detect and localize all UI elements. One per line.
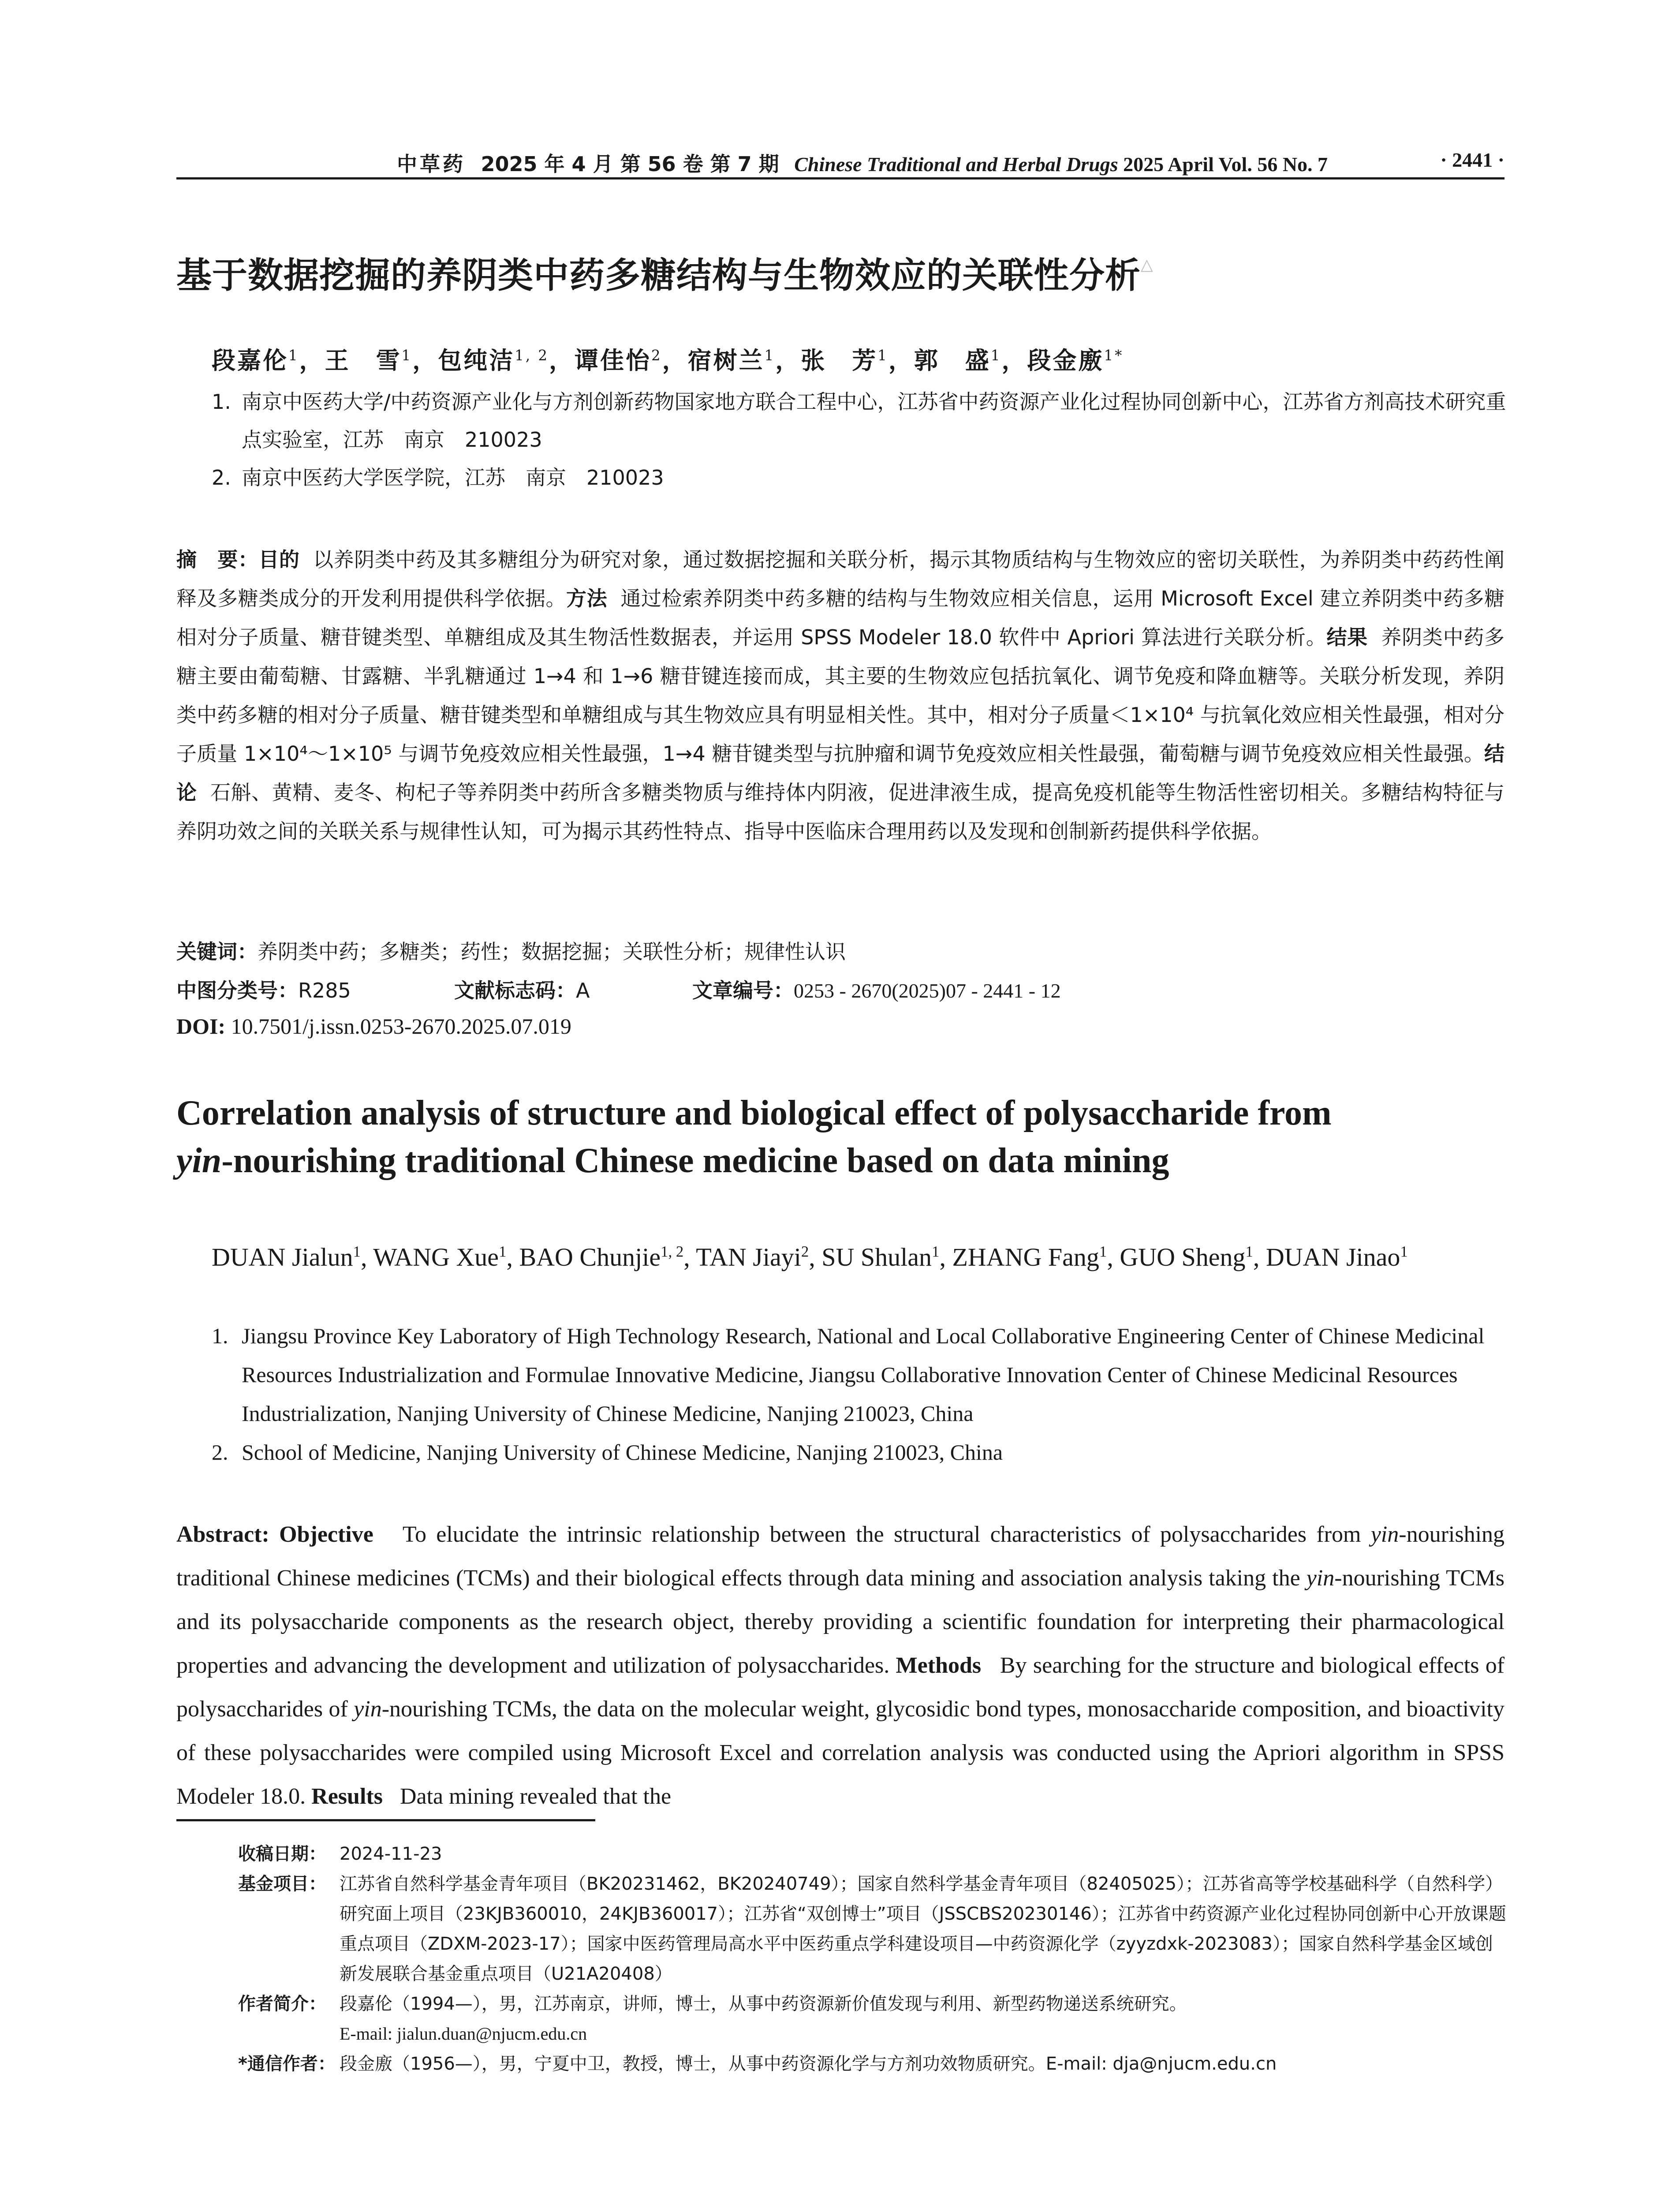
objective-en-label: Objective bbox=[279, 1522, 373, 1547]
author-affiliation-mark: 1 bbox=[990, 347, 1002, 364]
author-affiliation-mark: 1 bbox=[353, 1243, 361, 1260]
abstract-cn-label: 摘 要： bbox=[176, 548, 259, 572]
affiliation-cn-2: 2. 南京中医药大学医学院，江苏 南京 210023 bbox=[212, 466, 664, 490]
doc-code-value: A bbox=[576, 979, 590, 1002]
footnote-author-bio: 作者简介： 段嘉伦（1994—），男，江苏南京，讲师，博士，从事中药资源新价值发现与利用、新型药物递送系统研究。 E-mail: jialun.duan@njucm.edu.cn bbox=[238, 1994, 1187, 2044]
author-name: 王 雪 bbox=[325, 346, 402, 374]
clc-label: 中图分类号： bbox=[176, 979, 298, 1002]
title-en: Correlation analysis of structure and biological effect of polysaccharide from yin-nourishing traditional Chinese medicine based on data mining bbox=[176, 1094, 1332, 1180]
affiliation-cn-1: 1. 南京中医药大学/中药资源产业化与方剂创新药物国家地方联合工程中心，江苏省中药资源产业化过程协同创新中心，江苏省方剂高技术研究重点实验室，江苏 南京 210023 bbox=[212, 390, 1506, 452]
keywords-cn-text: 养阴类中药；多糖类；药性；数据挖掘；关联性分析；规律性认识 bbox=[258, 940, 846, 964]
author-affiliation-mark: 1 bbox=[932, 1243, 940, 1260]
results-cn-label: 结果 bbox=[1326, 625, 1368, 649]
methods-en-label: Methods bbox=[896, 1653, 982, 1678]
keywords-cn-label: 关键词： bbox=[176, 940, 258, 964]
objective-cn: 以养阴类中药及其多糖组分为研究对象，通过数据挖掘和关联分析，揭示其物质结构与生物效应的密切关联性，为养阴类中药药性阐释及多糖类成分的开发利用提供科学依据。 bbox=[176, 548, 1505, 610]
author bbox=[212, 1243, 361, 1271]
issue-en: 2025 April Vol. 56 No. 7 bbox=[1123, 153, 1328, 176]
author-name: DUAN Jinao bbox=[1266, 1243, 1400, 1272]
title-cn-text: 基于数据挖掘的养阴类中药多糖结构与生物效应的关联性分析 bbox=[176, 255, 1141, 296]
author-affiliation-mark: 2 bbox=[801, 1243, 809, 1260]
conclusion-cn: 石斛、黄精、麦冬、枸杞子等养阴类中药所含多糖类物质与维持体内阴液，促进津液生成，提高免疫机能等生物活性密切相关。多糖结构特征与养阴功效之间的关联关系与规律性认知，可为揭示其药性特点、指导中医临床合理用药以及发现和创制新药提供科学依据。 bbox=[176, 781, 1505, 843]
author-name: 郭 盛 bbox=[914, 346, 991, 374]
author bbox=[821, 1243, 939, 1271]
abstract-en: Abstract: Objective To elucidate the intrinsic relationship between the structural characteristics of polysaccharides from yin-nourishing traditional Chinese medicines (TCMs) and their biological effects through data mining and association analysis taking the yin-nourishing TCMs and its polysaccharide components as the research object, thereby providing a scientific foundation for interpreting their pharmacological properties and advancing the development and utilization of polysaccharides. Methods By searching for the structure and biological effects of polysaccharides of yin-nourishing TCMs, the data on the molecular weight, glycosidic bond types, monosaccharide composition, and bioactivity of these polysaccharides were compiled using Microsoft Excel and correlation analysis was conducted using the Apriori algorithm in SPSS Modeler 18.0. Results Data mining revealed that the bbox=[176, 1522, 1505, 1809]
author bbox=[1266, 1243, 1408, 1271]
author-affiliation-mark: 1 bbox=[1245, 1243, 1253, 1260]
abstract-cn bbox=[176, 540, 1505, 851]
author-affiliation-mark: 1 bbox=[1400, 1243, 1408, 1260]
affiliation-en-1: 1. Jiangsu Province Key Laboratory of High Technology Research, National and Local Collaborative Engineering Center of Chinese Medicinal Resources Industrialization and Formulae Innovative Medicine, Jiangsu Collaborative Innovation Center of Chinese Medicinal Resources Industrialization, Nanjing University of Chinese Medicine, Nanjing 210023, China bbox=[212, 1323, 1485, 1426]
conclusion-cn-label: 结论 bbox=[176, 742, 1505, 804]
author-name: 段金廒 bbox=[1027, 346, 1104, 374]
author-name: 段嘉伦 bbox=[212, 346, 288, 374]
doi-link[interactable]: 10.7501/j.issn.0253-2670.2025.07.019 bbox=[231, 1014, 571, 1039]
author-name: SU Shulan bbox=[821, 1243, 932, 1272]
author bbox=[575, 346, 662, 374]
journal-name-cn: 中草药 bbox=[397, 152, 466, 176]
author bbox=[914, 346, 1002, 374]
abstract-en-label: Abstract: bbox=[176, 1522, 269, 1547]
author-affiliation-mark: 1* bbox=[1104, 347, 1124, 364]
header-rule bbox=[176, 177, 1505, 179]
author bbox=[801, 346, 889, 374]
results-cn: 养阴类中药多糖主要由葡萄糖、甘露糖、半乳糖通过 1→4 和 1→6 糖苷键连接而成，其主要的生物效应包括抗氧化、调节免疫和降血糖等。关联分析发现，养阴类中药多糖的相对分子质量、糖苷键类型和单糖组成与其生物效应具有明显相关性。其中，相对分子质量＜1×10⁴ 与抗氧化效应相关性最强，相对分子质量 1×10⁴～1×10⁵ 与调节免疫效应相关性最强，1→4 糖苷键类型与抗肿瘤和调节免疫效应相关性最强，葡萄糖与调节免疫效应相关性最强。 bbox=[176, 625, 1505, 766]
article-no-value: 0253 - 2670(2025)07 - 2441 - 12 bbox=[794, 979, 1061, 1002]
author-affiliation-mark: 1, 2 bbox=[661, 1243, 684, 1260]
author-name: 包纯洁 bbox=[438, 346, 515, 374]
footnotes bbox=[238, 1839, 1508, 2079]
doi-label: DOI: bbox=[176, 1014, 226, 1039]
journal-name-en: Chinese Traditional and Herbal Drugs bbox=[794, 153, 1118, 176]
affiliations-cn bbox=[212, 383, 1508, 497]
running-header bbox=[397, 148, 1328, 177]
author-affiliation-mark: 1 bbox=[764, 347, 776, 364]
author bbox=[1120, 1243, 1253, 1271]
author-affiliation-mark: 1 bbox=[401, 347, 413, 364]
author bbox=[1027, 346, 1124, 374]
author-affiliation-mark: 1 bbox=[877, 347, 889, 364]
title-footnote-mark: △ bbox=[1141, 256, 1154, 274]
title-cn bbox=[176, 247, 1504, 298]
author-name: GUO Sheng bbox=[1120, 1243, 1246, 1272]
authors-en: DUAN Jialun$^1$, WANG Xue$^1$, BAO Chunjie$^{1, 2}$, TAN Jiayi$^2$, SU Shulan$^1$, ZHANG Fang$^1$, GUO Sheng$^1$, DUAN Jinao$^1$ bbox=[212, 1243, 1408, 1272]
footnote-rule bbox=[176, 1819, 595, 1821]
author-name: TAN Jiayi bbox=[696, 1243, 801, 1272]
article-no-label: 文章编号： bbox=[692, 979, 794, 1002]
author bbox=[688, 346, 776, 374]
author-affiliation-mark: 1, 2 bbox=[515, 347, 549, 364]
footnote-received: 收稿日期： 2024-11-23 bbox=[238, 1844, 442, 1864]
doi-row bbox=[176, 1013, 571, 1039]
author-name: 宿树兰 bbox=[687, 346, 765, 374]
author-name: DUAN Jialun bbox=[212, 1243, 353, 1272]
authors-cn: 段嘉伦$^1$，王 雪$^1$，包纯洁$^{1, 2}$，谭佳怡$^2$，宿树兰$^1$，张 芳$^1$，郭 盛$^1$，段金廒$^{1*}$ bbox=[212, 346, 1124, 374]
classification-row bbox=[176, 975, 1061, 1004]
doc-code-label: 文献标志码： bbox=[454, 979, 576, 1002]
author bbox=[212, 346, 299, 374]
author-affiliation-mark: 1 bbox=[1099, 1243, 1107, 1260]
author bbox=[373, 1243, 507, 1271]
author-name: WANG Xue bbox=[373, 1243, 499, 1272]
methods-cn-label: 方法 bbox=[566, 587, 608, 610]
footnote-funding: 基金项目： 江苏省自然科学基金青年项目（BK20231462，BK20240749）；国家自然科学基金青年项目（82405025）；江苏省高等学校基础科学（自然科学）研究面上项目（23KJB360010，24KJB360017）；江苏省“双创博士”项目（JSSCBS20230146）；江苏省中药资源产业化过程协同创新中心开放课题重点项目（ZDXM-2023-17）；国家中医药管理局高水平中医药重点学科建设项目—中药资源化学（zyyzdxk-2023083）；国家自然科学基金区域创新发展联合基金重点项目（U21A20408） bbox=[238, 1874, 1506, 1984]
affiliations-en bbox=[212, 1316, 1508, 1472]
methods-cn: 通过检索养阴类中药多糖的结构与生物效应相关信息，运用 Microsoft Excel 建立养阴类中药多糖相对分子质量、糖苷键类型、单糖组成及其生物活性数据表，并运用 SPSS Modeler 18.0 软件中 Apriori 算法进行关联分析。 bbox=[176, 587, 1505, 649]
author-email[interactable]: E-mail: jialun.duan@njucm.edu.cn bbox=[340, 2024, 587, 2044]
clc-value: R285 bbox=[298, 979, 351, 1002]
keywords-cn bbox=[176, 936, 846, 965]
author-affiliation-mark: 1 bbox=[288, 347, 299, 364]
author-affiliation-mark: 1 bbox=[499, 1243, 507, 1260]
author-affiliation-mark: 2 bbox=[651, 347, 662, 364]
author-name: 张 芳 bbox=[801, 346, 878, 374]
author-name: BAO Chunjie bbox=[519, 1243, 661, 1272]
author bbox=[952, 1243, 1107, 1271]
author bbox=[519, 1243, 683, 1271]
author-name: 谭佳怡 bbox=[575, 346, 652, 374]
author-name: ZHANG Fang bbox=[952, 1243, 1099, 1272]
issue-cn: 2025 年 4 月 第 56 卷 第 7 期 bbox=[481, 152, 779, 176]
page-number: · 2441 · bbox=[1440, 149, 1505, 171]
affiliation-en-2: 2. School of Medicine, Nanjing University of Chinese Medicine, Nanjing 210023, China bbox=[212, 1440, 1003, 1465]
author bbox=[438, 346, 549, 374]
results-en-label: Results bbox=[311, 1784, 383, 1809]
author bbox=[696, 1243, 809, 1271]
author bbox=[325, 346, 413, 374]
objective-cn-label: 目的 bbox=[258, 548, 300, 572]
footnote-corresponding: *通信作者： 段金廒（1956—），男，宁夏中卫，教授，博士，从事中药资源化学与方剂功效物质研究。E-mail: dja@njucm.edu.cn bbox=[238, 2054, 1277, 2074]
